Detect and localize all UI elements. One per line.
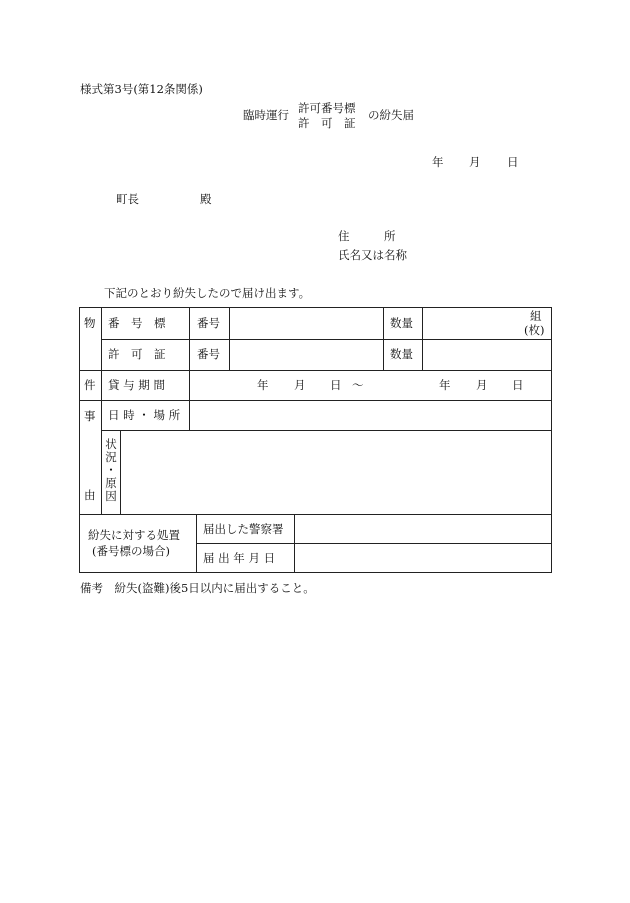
report-date-field[interactable] bbox=[296, 545, 550, 571]
title-prefix: 臨時運行 bbox=[243, 108, 289, 122]
loan-end-month: 月 bbox=[476, 378, 488, 392]
date-year: 年 bbox=[432, 155, 444, 169]
incident-header-top: 事 bbox=[84, 409, 96, 423]
name-label: 氏名又は名称 bbox=[338, 248, 407, 262]
loan-end-year: 年 bbox=[439, 378, 451, 392]
plate-number-field[interactable] bbox=[231, 309, 382, 338]
permit-quantity-field[interactable] bbox=[424, 341, 550, 369]
item-header-bottom: 件 bbox=[84, 378, 96, 392]
form-number: 様式第3号(第12条関係) bbox=[80, 82, 203, 96]
address-label: 住 所 bbox=[338, 229, 396, 243]
loan-period-label: 貸 与 期 間 bbox=[108, 378, 165, 392]
permit-number-label: 番号 bbox=[197, 347, 220, 361]
datetime-place-label: 日 時 ・ 場 所 bbox=[108, 408, 181, 422]
loan-start-month: 月 bbox=[294, 378, 306, 392]
datetime-place-field[interactable] bbox=[191, 402, 550, 429]
date-day: 日 bbox=[507, 155, 519, 169]
disposal-label-line1: 紛失に対する処置 bbox=[88, 528, 180, 542]
plate-label: 番 号 標 bbox=[108, 316, 166, 330]
loan-end-day: 日 bbox=[512, 378, 524, 392]
permit-number-field[interactable] bbox=[231, 341, 382, 369]
statement: 下記のとおり紛失したので届け出ます。 bbox=[104, 286, 311, 300]
title-option-1: 許可番号標 bbox=[298, 101, 356, 115]
situation-field[interactable] bbox=[122, 432, 550, 513]
item-header-top: 物 bbox=[84, 316, 96, 330]
situation-label: 状 況 ・ 原 因 bbox=[105, 437, 117, 503]
title-suffix: の紛失届 bbox=[368, 108, 414, 122]
disposal-label-line2: (番号標の場合) bbox=[92, 544, 170, 558]
police-station-field[interactable] bbox=[296, 516, 550, 542]
loan-start-day: 日 bbox=[330, 378, 342, 392]
loan-tilde: ～ bbox=[352, 378, 364, 392]
unit-sheets: (枚) bbox=[524, 323, 545, 337]
plate-quantity-label: 数量 bbox=[390, 316, 413, 330]
remarks: 備考 紛失(盗難)後5日以内に届出すること。 bbox=[80, 581, 315, 595]
addressee-honorific: 殿 bbox=[200, 192, 212, 206]
title-option-2: 許 可 証 bbox=[298, 116, 356, 130]
permit-label: 許 可 証 bbox=[108, 347, 166, 361]
date-month: 月 bbox=[469, 155, 481, 169]
plate-number-label: 番号 bbox=[197, 316, 220, 330]
incident-header-bottom: 由 bbox=[84, 488, 96, 502]
permit-quantity-label: 数量 bbox=[390, 347, 413, 361]
police-station-label: 届出した警察署 bbox=[203, 522, 284, 536]
loan-start-year: 年 bbox=[257, 378, 269, 392]
addressee-name: 町長 bbox=[116, 192, 139, 206]
report-date-label: 届 出 年 月 日 bbox=[203, 551, 276, 565]
unit-set: 組 bbox=[530, 309, 542, 323]
